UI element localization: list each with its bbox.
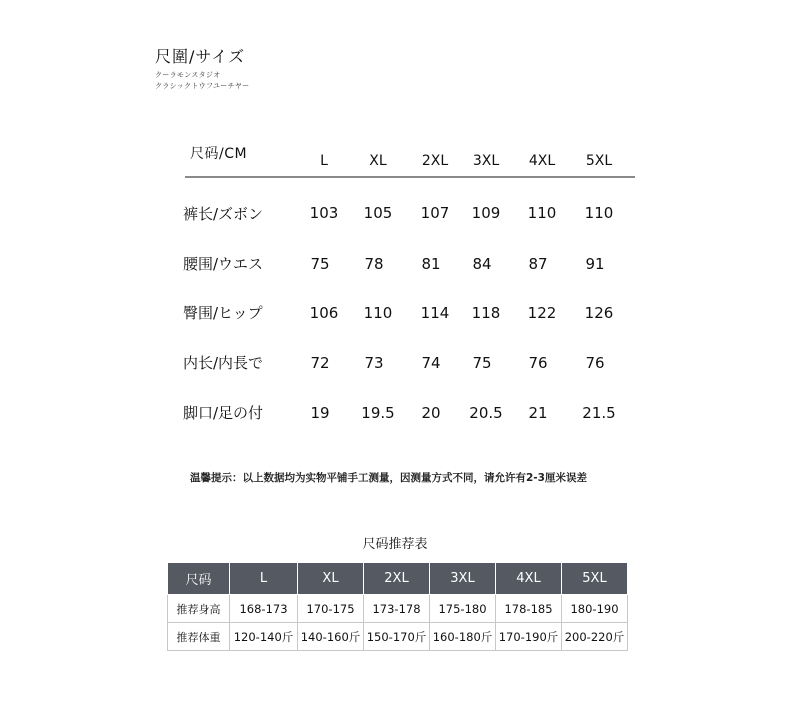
row-label-leg-opening: 脚口/足の付	[183, 404, 264, 422]
table-cell: 19.5	[361, 404, 395, 422]
table-cell: 109	[471, 204, 501, 222]
rec-header-size: 尺码	[168, 563, 230, 595]
rec-header-5xl: 5XL	[562, 563, 628, 595]
table-cell: 75	[310, 255, 330, 273]
table-cell: 75	[472, 354, 492, 372]
subtitle-line-2: クラシックトウフユーチヤー	[155, 82, 250, 90]
table-cell: 170-190斤	[496, 623, 562, 651]
rec-header-2xl: 2XL	[364, 563, 430, 595]
size-header-4xl: 4XL	[528, 153, 556, 169]
recommendation-title: 尺码推荐表	[362, 537, 428, 552]
table-cell: 84	[472, 255, 492, 273]
table-cell: 150-170斤	[364, 623, 430, 651]
table-cell: 76	[585, 354, 605, 372]
table-cell: 110	[584, 204, 614, 222]
page-title: 尺圍/サイズ	[155, 47, 246, 66]
table-cell: 76	[528, 354, 548, 372]
table-cell: 21.5	[582, 404, 616, 422]
table-cell: 105	[363, 204, 393, 222]
rec-header-3xl: 3XL	[430, 563, 496, 595]
table-cell: 140-160斤	[298, 623, 364, 651]
table-cell: 200-220斤	[562, 623, 628, 651]
row-label-inseam: 内长/内長で	[183, 354, 264, 372]
table-cell: 118	[471, 304, 501, 322]
size-header-l: L	[320, 153, 328, 169]
rec-header-xl: XL	[298, 563, 364, 595]
table-cell: 110	[363, 304, 393, 322]
table-corner-label: 尺码/CM	[190, 146, 248, 162]
table-cell: 120-140斤	[230, 623, 298, 651]
size-header-5xl: 5XL	[585, 153, 613, 169]
table-cell: 106	[309, 304, 339, 322]
table-cell: 168-173	[230, 595, 298, 623]
table-cell: 178-185	[496, 595, 562, 623]
table-cell: 20	[421, 404, 441, 422]
table-cell: 107	[420, 204, 450, 222]
header-divider	[185, 176, 635, 178]
row-label-waist: 腰围/ウエス	[183, 255, 264, 273]
rec-row-label-weight: 推荐体重	[168, 623, 230, 651]
table-cell: 78	[364, 255, 384, 273]
table-cell: 126	[584, 304, 614, 322]
size-header-3xl: 3XL	[472, 153, 500, 169]
size-header-xl: XL	[369, 153, 387, 169]
recommendation-header-row	[168, 563, 628, 595]
subtitle-line-1: クーラモンスタジオ	[155, 71, 221, 79]
table-cell: 170-175	[298, 595, 364, 623]
row-label-pants-length: 裤长/ズボン	[183, 205, 264, 223]
table-cell: 110	[527, 204, 557, 222]
measurement-note: 温馨提示：以上数据均为实物平铺手工测量，因测量方式不同，请允许有2-3厘米误差	[190, 472, 587, 484]
size-header-2xl: 2XL	[421, 153, 449, 169]
table-row	[168, 595, 628, 623]
table-cell: 180-190	[562, 595, 628, 623]
table-cell: 91	[585, 255, 605, 273]
table-row	[168, 623, 628, 651]
table-cell: 114	[420, 304, 450, 322]
table-cell: 122	[527, 304, 557, 322]
table-cell: 173-178	[364, 595, 430, 623]
table-cell: 19	[310, 404, 330, 422]
size-recommendation-table	[167, 562, 628, 651]
table-cell: 87	[528, 255, 548, 273]
table-cell: 81	[421, 255, 441, 273]
table-cell: 74	[421, 354, 441, 372]
rec-header-4xl: 4XL	[496, 563, 562, 595]
table-cell: 21	[528, 404, 548, 422]
rec-row-label-height: 推荐身高	[168, 595, 230, 623]
table-cell: 73	[364, 354, 384, 372]
table-cell: 72	[310, 354, 330, 372]
table-cell: 175-180	[430, 595, 496, 623]
table-cell: 103	[309, 204, 339, 222]
table-cell: 160-180斤	[430, 623, 496, 651]
table-cell: 20.5	[469, 404, 503, 422]
row-label-hip: 臀围/ヒップ	[183, 304, 263, 322]
rec-header-l: L	[230, 563, 298, 595]
